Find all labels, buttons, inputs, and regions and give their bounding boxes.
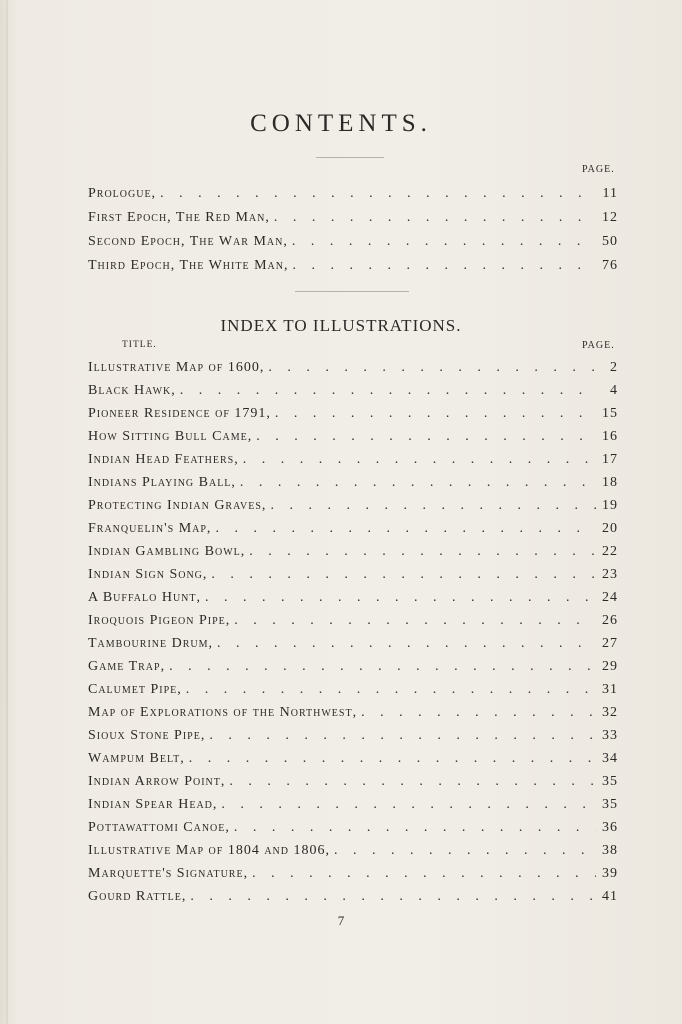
dot-leader bbox=[190, 889, 596, 905]
illustration-entry bbox=[88, 399, 618, 422]
dot-leader bbox=[215, 521, 596, 537]
contents-divider bbox=[316, 157, 384, 158]
entry-title: Gourd Rattle, bbox=[88, 889, 187, 904]
entry-page-number: 76 bbox=[602, 258, 618, 273]
illustration-entry bbox=[88, 353, 618, 376]
contents-entry bbox=[88, 226, 618, 250]
section-divider bbox=[295, 291, 409, 292]
entry-title: Indians Playing Ball, bbox=[88, 475, 236, 490]
index-title-header: TITLE. bbox=[122, 340, 157, 350]
entry-page-number: 31 bbox=[602, 682, 618, 697]
dot-leader bbox=[160, 186, 596, 202]
dot-leader bbox=[268, 360, 596, 376]
entry-page-number: 27 bbox=[602, 636, 618, 651]
illustration-entry bbox=[88, 468, 618, 491]
illustration-entry bbox=[88, 813, 618, 836]
entry-title: Illustrative Map of 1600, bbox=[88, 360, 265, 375]
entry-title: Wampum Belt, bbox=[88, 751, 185, 766]
illustration-entry bbox=[88, 606, 618, 629]
entry-page-number: 23 bbox=[602, 567, 618, 582]
dot-leader bbox=[361, 705, 596, 721]
illustration-entry bbox=[88, 583, 618, 606]
entry-page-number: 29 bbox=[602, 659, 618, 674]
entry-page-number: 4 bbox=[610, 383, 618, 398]
dot-leader bbox=[334, 843, 596, 859]
dot-leader bbox=[180, 383, 596, 399]
illustration-entry bbox=[88, 790, 618, 813]
contents-page-header: PAGE. bbox=[582, 164, 615, 175]
entry-title: First Epoch, The Red Man, bbox=[88, 210, 270, 225]
entry-title: Game Trap, bbox=[88, 659, 166, 674]
entry-title: Pottawattomi Canoe, bbox=[88, 820, 230, 835]
entry-page-number: 32 bbox=[602, 705, 618, 720]
index-list bbox=[88, 353, 618, 905]
contents-entry bbox=[88, 202, 618, 226]
entry-page-number: 33 bbox=[602, 728, 618, 743]
illustration-entry bbox=[88, 629, 618, 652]
dot-leader bbox=[209, 728, 596, 744]
entry-title: Black Hawk, bbox=[88, 383, 176, 398]
dot-leader bbox=[292, 258, 596, 274]
dot-leader bbox=[256, 429, 596, 445]
dot-leader bbox=[240, 475, 596, 491]
entry-page-number: 2 bbox=[610, 360, 618, 375]
entry-page-number: 50 bbox=[602, 234, 618, 249]
dot-leader bbox=[249, 544, 596, 560]
entry-title: Illustrative Map of 1804 and 1806, bbox=[88, 843, 331, 858]
dot-leader bbox=[270, 498, 596, 514]
illustration-entry bbox=[88, 376, 618, 399]
dot-leader bbox=[205, 590, 596, 606]
entry-page-number: 12 bbox=[602, 210, 618, 225]
dot-leader bbox=[252, 866, 596, 882]
illustration-entry bbox=[88, 675, 618, 698]
dot-leader bbox=[186, 682, 596, 698]
dot-leader bbox=[229, 774, 596, 790]
entry-title: Indian Sign Song, bbox=[88, 567, 208, 582]
contents-entry bbox=[88, 178, 618, 202]
illustration-entry bbox=[88, 422, 618, 445]
entry-page-number: 36 bbox=[602, 820, 618, 835]
entry-page-number: 16 bbox=[602, 429, 618, 444]
entry-title: A Buffalo Hunt, bbox=[88, 590, 201, 605]
page-number: 7 bbox=[337, 913, 345, 928]
entry-title: Indian Gambling Bowl, bbox=[88, 544, 246, 559]
entry-title: Third Epoch, The White Man, bbox=[88, 258, 289, 273]
dot-leader bbox=[275, 406, 596, 422]
entry-title: Pioneer Residence of 1791, bbox=[88, 406, 271, 421]
index-title: INDEX TO ILLUSTRATIONS. bbox=[220, 316, 462, 335]
entry-page-number: 24 bbox=[602, 590, 618, 605]
entry-page-number: 34 bbox=[602, 751, 618, 766]
entry-title: Iroquois Pigeon Pipe, bbox=[88, 613, 231, 628]
entry-page-number: 20 bbox=[602, 521, 618, 536]
entry-title: Second Epoch, The War Man, bbox=[88, 234, 288, 249]
illustration-entry bbox=[88, 537, 618, 560]
dot-leader bbox=[169, 659, 596, 675]
entry-page-number: 18 bbox=[602, 475, 618, 490]
entry-page-number: 11 bbox=[602, 186, 618, 201]
entry-title: Prologue, bbox=[88, 186, 157, 201]
illustration-entry bbox=[88, 698, 618, 721]
entry-page-number: 38 bbox=[602, 843, 618, 858]
illustration-entry bbox=[88, 445, 618, 468]
dot-leader bbox=[274, 210, 596, 226]
dot-leader bbox=[217, 636, 596, 652]
entry-title: Sioux Stone Pipe, bbox=[88, 728, 206, 743]
illustration-entry bbox=[88, 560, 618, 583]
dot-leader bbox=[243, 452, 596, 468]
illustration-entry bbox=[88, 491, 618, 514]
dot-leader bbox=[234, 613, 596, 629]
entry-page-number: 41 bbox=[602, 889, 618, 904]
entry-title: Protecting Indian Graves, bbox=[88, 498, 267, 513]
illustration-entry bbox=[88, 514, 618, 537]
page-spine-shadow bbox=[6, 0, 8, 1024]
entry-title: Tambourine Drum, bbox=[88, 636, 214, 651]
contents-list bbox=[88, 178, 618, 274]
entry-page-number: 26 bbox=[602, 613, 618, 628]
illustration-entry bbox=[88, 767, 618, 790]
dot-leader bbox=[234, 820, 596, 836]
entry-page-number: 35 bbox=[602, 774, 618, 789]
entry-title: Indian Head Feathers, bbox=[88, 452, 239, 467]
index-page-header: PAGE. bbox=[582, 340, 615, 351]
contents-entry bbox=[88, 250, 618, 274]
illustration-entry bbox=[88, 721, 618, 744]
entry-page-number: 39 bbox=[602, 866, 618, 881]
entry-page-number: 22 bbox=[602, 544, 618, 559]
entry-title: Marquette's Signature, bbox=[88, 866, 249, 881]
dot-leader bbox=[211, 567, 596, 583]
entry-title: Calumet Pipe, bbox=[88, 682, 182, 697]
entry-title: Franquelin's Map, bbox=[88, 521, 212, 536]
entry-title: Indian Arrow Point, bbox=[88, 774, 226, 789]
contents-title: CONTENTS. bbox=[250, 110, 432, 137]
entry-title: Indian Spear Head, bbox=[88, 797, 218, 812]
entry-page-number: 19 bbox=[602, 498, 618, 513]
dot-leader bbox=[292, 234, 596, 250]
dot-leader bbox=[189, 751, 596, 767]
entry-page-number: 15 bbox=[602, 406, 618, 421]
entry-title: How Sitting Bull Came, bbox=[88, 429, 253, 444]
entry-page-number: 17 bbox=[602, 452, 618, 467]
illustration-entry bbox=[88, 652, 618, 675]
illustration-entry bbox=[88, 859, 618, 882]
illustration-entry bbox=[88, 744, 618, 767]
entry-page-number: 35 bbox=[602, 797, 618, 812]
illustration-entry bbox=[88, 882, 618, 905]
entry-title: Map of Explorations of the Northwest, bbox=[88, 705, 358, 720]
dot-leader bbox=[221, 797, 596, 813]
illustration-entry bbox=[88, 836, 618, 859]
